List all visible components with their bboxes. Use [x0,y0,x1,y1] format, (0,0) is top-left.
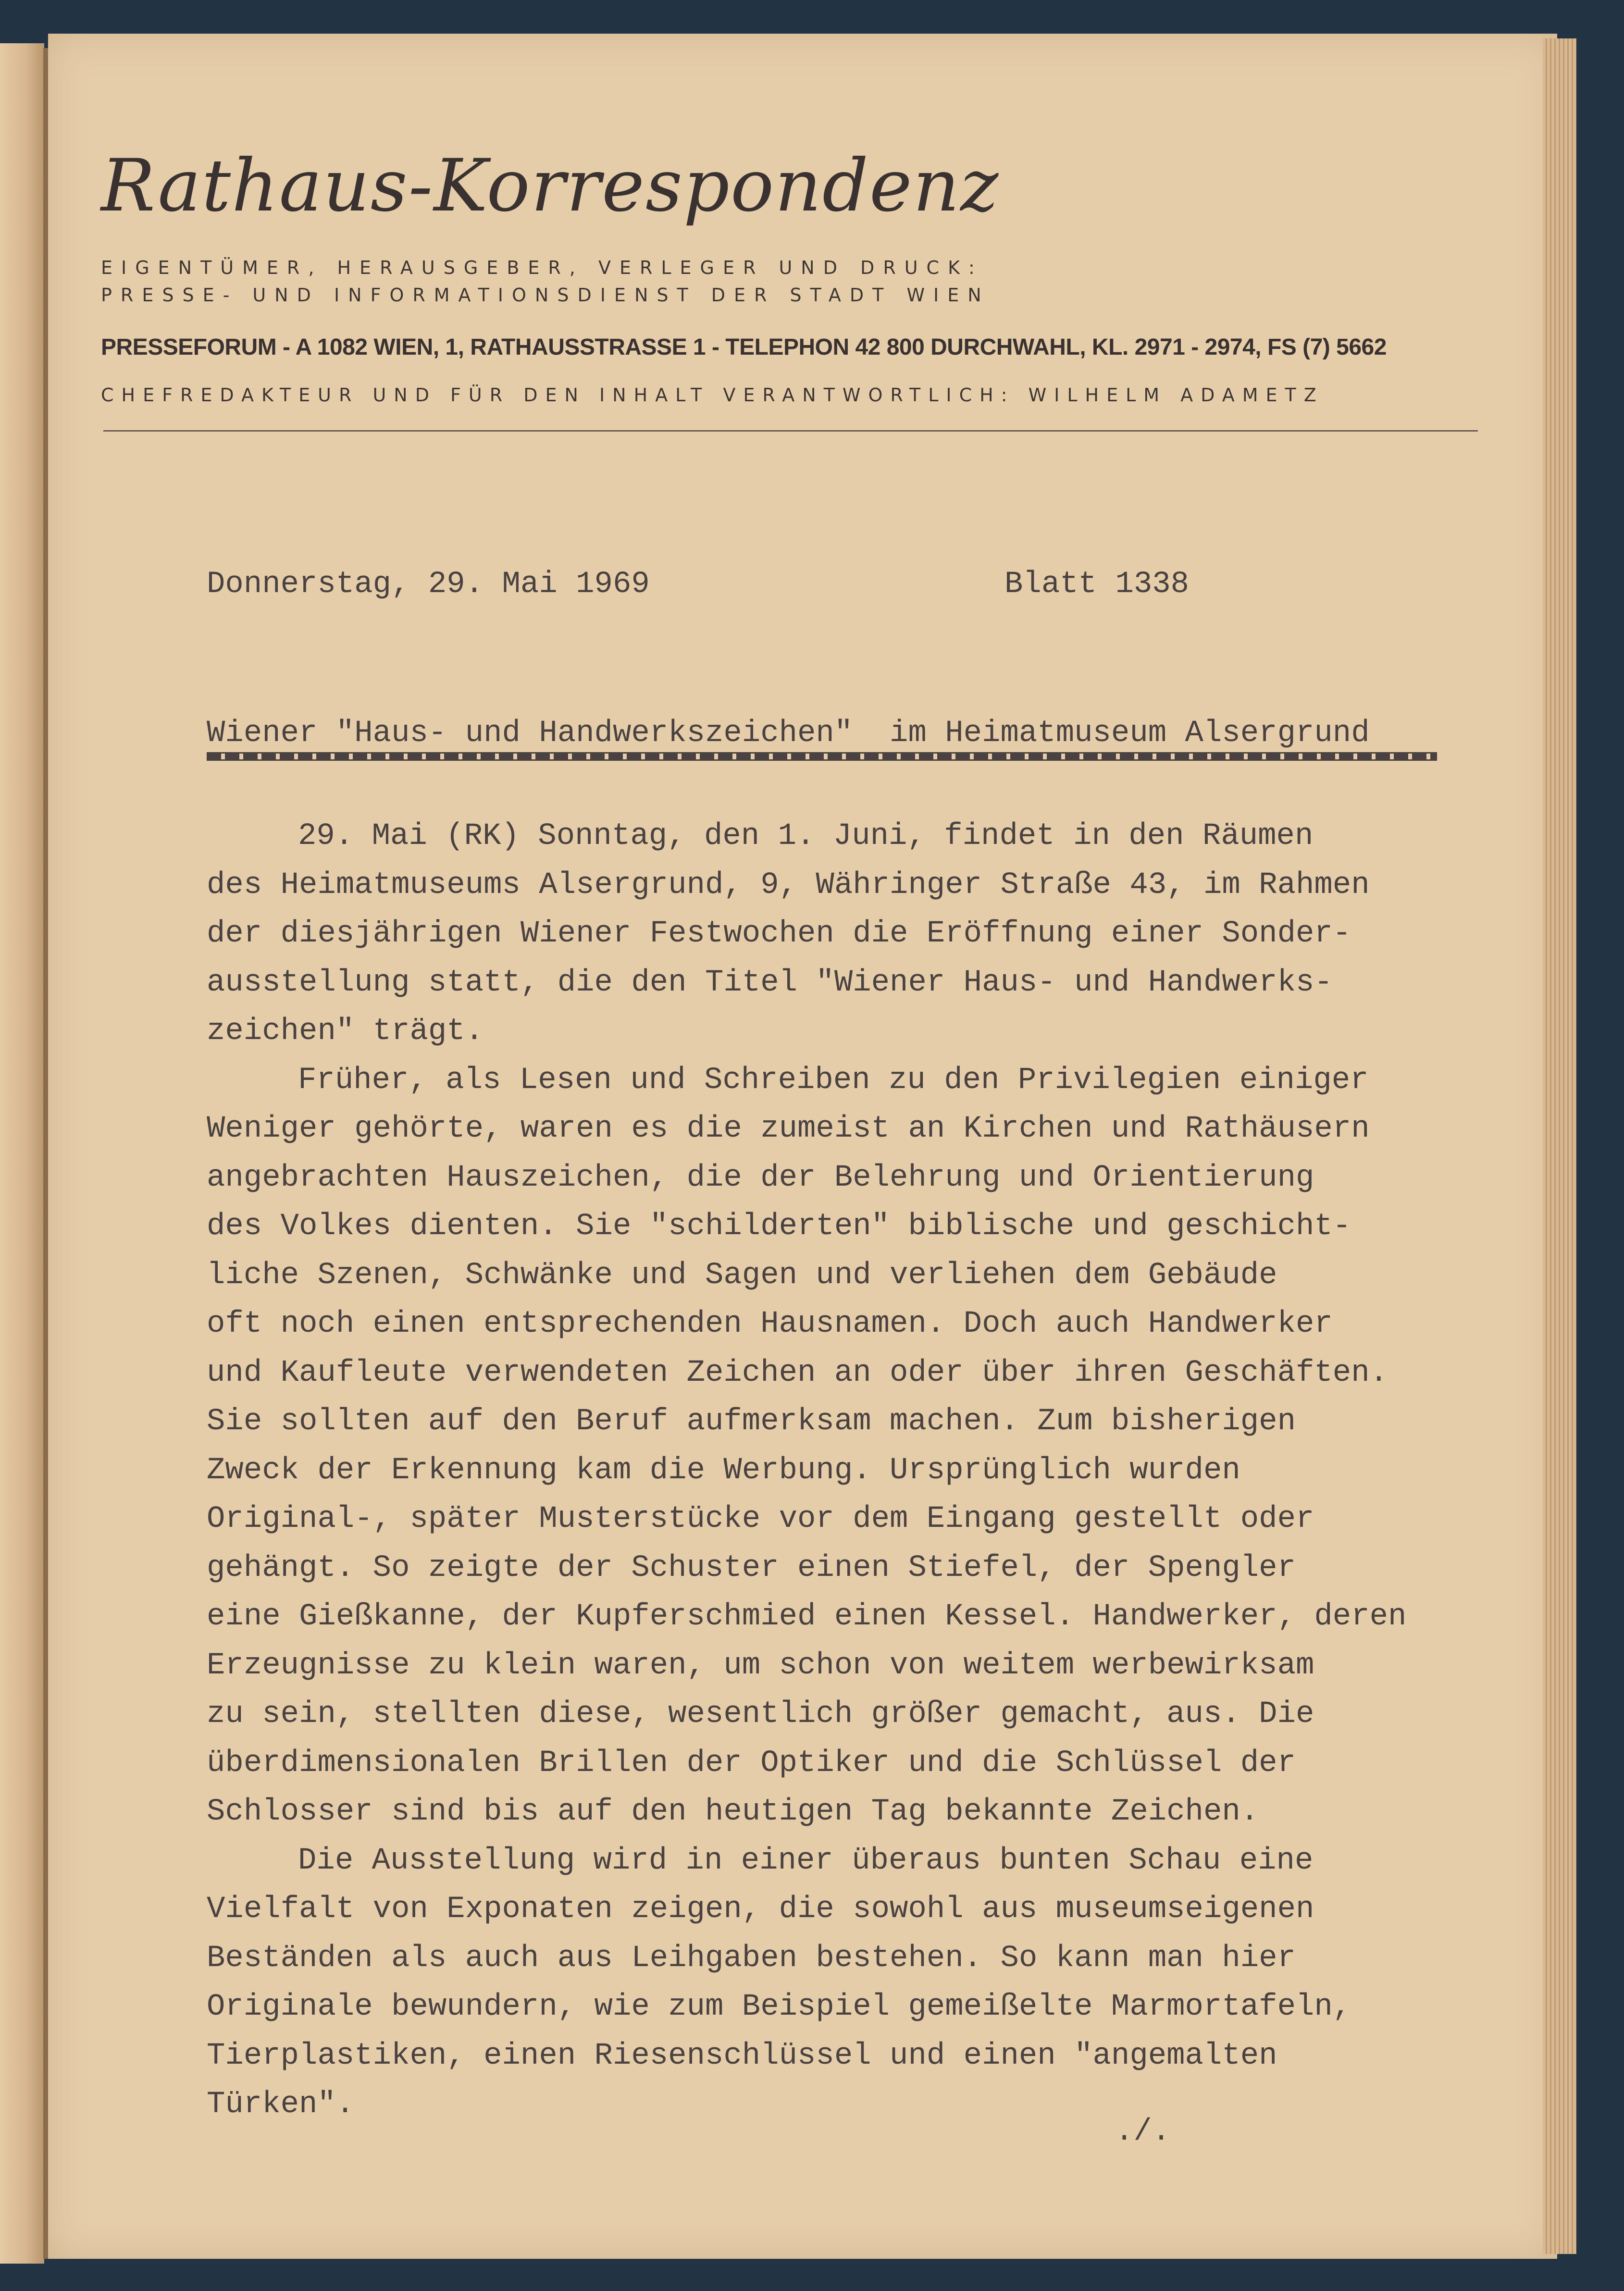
masthead [101,144,1495,452]
headline: Wiener "Haus- und Handwerkszeichen" im Heimatmuseum Alsergrund [207,716,1370,751]
paragraph: Die Ausstellung wird in einer überaus bunten Schau eine Vielfalt von Exponaten zeigen, die sowohl aus museumseigenen Beständen als auch aus Leihgaben bestehen. So kann man hier Originale bewundern, wie zum Beispiel gemeißelte Marmortafeln, Tierplastiken, einen Riesenschlüssel und einen "angemalten Türken". [207,1843,1351,2122]
address-line: PRESSEFORUM - A 1082 WIEN, 1, RATHAUSSTRASSE 1 - TELEPHON 42 800 DURCHWAHL, KL. 2971 - 2974, FS (7) 5662 [101,334,1387,360]
paragraph: Früher, als Lesen und Schreiben zu den Privilegien einiger Weniger gehörte, waren es die zumeist an Kirchen und Rathäusern angebrachten Hauszeichen, die der Belehrung und Orientierung des Volkes dienten. Sie "schilderten" biblische und geschicht- liche Szenen, Schwänke und Sagen und verliehen dem Gebäude oft noch einen entsprechenden Hausnamen. Doch auch Handwerker und Kaufleute verwendeten Zeichen an oder über ihren Geschäften. Sie sollten auf den Beruf aufmerksam machen. Zum bisherigen Zweck der Erkennung kam die Werbung. Ursprünglich wurden Original-, später Musterstücke vor dem Eingang gestellt oder gehängt. So zeigte der Schuster einen Stiefel, der Spengler eine Gießkanne, der Kupferschmied einen Kessel. Handwerker, deren Erzeugnisse zu klein waren, um schon von weitem werbewirksam zu sein, stellten diese, wesentlich größer gemacht, aus. Die überdimensionalen Brillen der Optiker und die Schlüssel der Schlosser sind bis auf den heutigen Tag bekannte Zeichen. [207,1063,1407,1829]
continuation-mark: ./. [1115,2115,1171,2149]
dateline: Donnerstag, 29. Mai 1969 [207,567,650,602]
paragraph: 29. Mai (RK) Sonntag, den 1. Juni, findet in den Räumen des Heimatmuseums Alsergrund, 9, Währinger Straße 43, im Rahmen der diesjährigen Wiener Festwochen die Eröffnung einer Sonder- ausstellung statt, die den Titel "Wiener Haus- und Handwerks- zeichen" trägt. [207,819,1370,1049]
masthead-logo: Rathaus-Korrespondenz [101,144,1000,228]
page-stack-edge [1543,38,1576,2254]
headline-double-underline [207,752,1437,761]
owner-line-1: EIGENTÜMER, HERAUSGEBER, VERLEGER UND DRUCK: [101,257,983,278]
owner-line-2: PRESSE- UND INFORMATIONSDIENST DER STADT WIEN [101,285,990,306]
article-body [207,812,1504,2130]
facing-page-edge [0,43,44,2264]
sheet-number: Blatt 1338 [1004,567,1190,602]
editor-line: CHEFREDAKTEUR UND FÜR DEN INHALT VERANTWORTLICH: WILHELM ADAMETZ [101,384,1324,406]
masthead-rule [103,430,1478,432]
